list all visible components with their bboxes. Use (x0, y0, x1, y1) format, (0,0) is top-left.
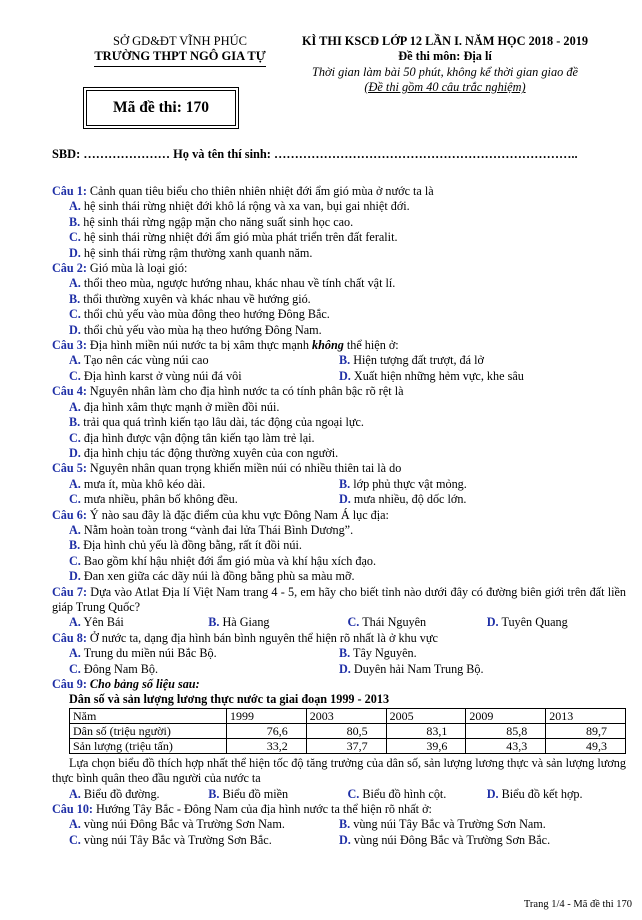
question-text: Ở nước ta, dạng địa hình bán bình nguyên thể hiện rõ nhất là ở khu vực (86, 630, 438, 645)
school-name: TRƯỜNG THPT NGÔ GIA TỰ (94, 49, 265, 66)
option-text: vùng núi Tây Bắc và Trường Sơn Bắc. (83, 832, 272, 847)
option-text: Thái Nguyên (362, 615, 427, 630)
option-c (348, 615, 487, 630)
option-b (339, 477, 626, 492)
option-text: Hiện tượng đất trượt, đá lở (353, 353, 484, 368)
option-text: Biểu đồ miền (222, 786, 289, 801)
option-a (52, 400, 626, 415)
option-letter: D. (69, 245, 81, 260)
option-letter: B. (208, 615, 220, 630)
option-b (52, 292, 626, 307)
option-a (52, 523, 626, 538)
option-text: Biểu đồ hình cột. (362, 786, 447, 801)
option-text: Địa hình karst ở vùng núi đá vôi (83, 368, 242, 383)
option-a (52, 353, 339, 368)
option-b (208, 615, 347, 630)
option-text: Đông Nam Bộ. (83, 661, 159, 676)
option-text: Nằm hoàn toàn trong “vành đai lửa Thái Bình Dương”. (83, 522, 354, 537)
question-label: Câu 3: (52, 338, 87, 353)
question-label: Câu 10: (52, 802, 93, 817)
question-text: Ý nào sau đây là đặc điểm của khu vực Đông Nam Á lục địa: (86, 507, 389, 522)
option-text: thổi theo mùa, ngược hướng nhau, khác nhau về tính chất vật lí. (83, 276, 396, 291)
table-cell: 76,6 (227, 723, 307, 738)
table-cell: Dân số (triệu người) (70, 723, 227, 738)
table-cell: Sản lượng (triệu tấn) (70, 738, 227, 753)
option-letter: C. (347, 786, 360, 801)
option-b (52, 538, 626, 553)
option-b (339, 646, 626, 661)
option-c (52, 662, 339, 677)
question-label: Câu 8: (52, 630, 87, 645)
option-letter: D. (339, 368, 351, 383)
option-letter: C. (347, 615, 360, 630)
question-label: Câu 2: (52, 261, 87, 276)
question-7 (52, 585, 626, 631)
option-letter: D. (339, 661, 351, 676)
option-a (52, 199, 626, 214)
option-a (52, 477, 339, 492)
option-b (339, 353, 626, 368)
option-text: Biểu đồ kết hợp. (501, 786, 583, 801)
question-9 (52, 677, 626, 802)
table-cell: 89,7 (546, 723, 626, 738)
option-text: vùng núi Đông Bắc và Trường Sơn Nam. (83, 817, 285, 832)
table-cell: Năm (70, 708, 227, 723)
option-text: Duyên hải Nam Trung Bộ. (353, 661, 484, 676)
option-letter: D. (339, 832, 351, 847)
option-letter: A. (69, 399, 81, 414)
question-text: Cảnh quan tiêu biểu cho thiên nhiên nhiệt đới ẩm gió mùa ở nước ta là (86, 184, 434, 198)
option-text: địa hình xâm thực mạnh ở miền đồi núi. (83, 399, 280, 414)
option-text: vùng núi Tây Bắc và Trường Sơn Nam. (353, 817, 546, 832)
table-row (70, 723, 626, 738)
option-text: Xuất hiện những hẻm vực, khe sâu (353, 368, 524, 383)
option-letter: C. (69, 553, 81, 568)
option-text: địa hình chịu tác động thường xuyên của con người. (83, 445, 339, 460)
option-letter: C. (69, 661, 81, 676)
question-stem: Lựa chọn biểu đồ thích hợp nhất thể hiện tốc độ tăng trưởng của dân số, sản lượng lương thực và sản lượng lương thực bình quân theo đầu người của nước ta (52, 755, 626, 786)
table-row (70, 738, 626, 753)
option-text: hệ sinh thái rừng ngập mặn cho năng suất sinh học cao. (83, 214, 354, 229)
option-text: Tạo nên các vùng núi cao (83, 353, 209, 368)
question-2 (52, 261, 626, 338)
question-label: Câu 1: (52, 184, 87, 198)
option-letter: D. (69, 445, 81, 460)
question-text: Hướng Tây Bắc - Đông Nam của địa hình nước ta thể hiện rõ nhất ở: (92, 802, 432, 817)
table-cell: 2005 (386, 708, 466, 723)
option-text: Hà Giang (222, 615, 270, 630)
table-cell: 80,5 (306, 723, 386, 738)
option-text: mưa nhiều, độ dốc lớn. (353, 492, 467, 507)
option-d (52, 446, 626, 461)
option-letter: C. (69, 430, 81, 445)
option-letter: D. (69, 322, 81, 337)
question-emphasis: không (311, 338, 344, 353)
option-text: trải qua quá trình kiến tạo lâu dài, tác động của ngoại lực. (83, 415, 364, 430)
option-text: mưa nhiều, phân bố không đều. (83, 492, 238, 507)
page-footer: Trang 1/4 - Mã đề thi 170 (523, 899, 632, 910)
table-cell: 43,3 (466, 738, 546, 753)
table-title: Dân số và sản lượng lương thực nước ta giai đoạn 1999 - 2013 (69, 692, 390, 707)
option-a (52, 646, 339, 661)
exam-subject: Đề thi môn: Địa lí (398, 49, 492, 64)
table-cell: 83,1 (386, 723, 466, 738)
option-c (52, 230, 626, 245)
option-text: Biểu đồ đường. (83, 786, 160, 801)
option-text: Tây Nguyên. (353, 646, 417, 661)
option-letter: B. (339, 353, 351, 368)
table-cell: 39,6 (386, 738, 466, 753)
option-letter: A. (69, 522, 81, 537)
option-letter: A. (69, 476, 81, 491)
option-letter: D. (339, 492, 351, 507)
option-text: thổi thường xuyên và khác nhau về hướng gió. (83, 291, 311, 306)
question-4 (52, 384, 626, 461)
table-header-row (70, 708, 626, 723)
option-text: Yên Bái (83, 615, 124, 630)
question-text: Cho bảng số liệu sau: (86, 677, 200, 691)
question-1 (52, 184, 626, 261)
option-text: thổi chủ yếu vào mùa hạ theo hướng Đông Nam. (83, 322, 322, 337)
exam-note: (Đề thi gồm 40 câu trắc nghiệm) (364, 80, 526, 95)
option-text: hệ sinh thái rừng nhiệt đới ẩm gió mùa phát triển trên đất feralit. (83, 230, 398, 245)
option-c (52, 554, 626, 569)
question-text-end: thể hiện ở: (343, 338, 399, 353)
question-label: Câu 5: (52, 461, 87, 476)
option-d (52, 246, 626, 261)
option-letter: C. (69, 832, 81, 847)
option-c (348, 787, 487, 802)
option-text: Tuyên Quang (501, 615, 568, 630)
question-3 (52, 338, 626, 384)
option-letter: C. (69, 230, 81, 245)
question-list (52, 184, 626, 848)
table-cell: 85,8 (466, 723, 546, 738)
table-cell: 37,7 (306, 738, 386, 753)
table-cell: 33,2 (227, 738, 307, 753)
option-letter: C. (69, 307, 81, 322)
option-a (69, 615, 208, 630)
option-d (339, 662, 626, 677)
option-letter: A. (69, 817, 81, 832)
option-letter: B. (208, 786, 220, 801)
question-text: Nguyên nhân làm cho địa hình nước ta có tính phân bậc rõ rệt là (86, 384, 404, 399)
question-5 (52, 461, 626, 507)
option-letter: B. (339, 476, 351, 491)
option-d (52, 323, 626, 338)
option-b (208, 787, 347, 802)
question-text: Địa hình miền núi nước ta bị xâm thực mạnh (86, 338, 312, 353)
department-name: SỞ GD&ĐT VĨNH PHÚC (113, 34, 247, 48)
question-6 (52, 508, 626, 585)
option-text: Địa hình chủ yếu là đồng bằng, rất ít đồi núi. (83, 538, 302, 553)
option-b (52, 215, 626, 230)
option-letter: A. (69, 199, 81, 214)
header-left (70, 34, 290, 67)
option-c (52, 833, 339, 848)
data-table (69, 708, 626, 754)
option-a (69, 787, 208, 802)
table-cell: 2013 (546, 708, 626, 723)
option-letter: B. (69, 214, 81, 229)
option-letter: B. (339, 646, 351, 661)
option-d (487, 615, 626, 630)
question-8 (52, 631, 626, 677)
question-text: Nguyên nhân quan trọng khiến miền núi có nhiều thiên tai là do (86, 461, 402, 476)
option-letter: C. (69, 492, 81, 507)
exam-code-box: Mã đề thi: 170 (86, 90, 236, 126)
option-text: mưa ít, mùa khô kéo dài. (83, 476, 206, 491)
option-letter: B. (69, 415, 81, 430)
exam-duration: Thời gian làm bài 50 phút, không kể thời gian giao đề (312, 64, 578, 79)
question-label: Câu 4: (52, 384, 87, 399)
option-c (52, 369, 339, 384)
option-letter: D. (69, 569, 81, 584)
question-label: Câu 9: (52, 677, 87, 691)
option-letter: C. (69, 368, 81, 383)
option-a (52, 817, 339, 832)
question-10 (52, 802, 626, 848)
option-b (52, 415, 626, 430)
option-c (52, 492, 339, 507)
option-letter: D. (486, 786, 499, 801)
option-letter: A. (69, 646, 81, 661)
option-b (339, 817, 626, 832)
option-letter: B. (339, 817, 351, 832)
option-c (52, 307, 626, 322)
header-right (286, 34, 604, 96)
option-letter: B. (69, 291, 81, 306)
question-text: Dựa vào Atlat Địa lí Việt Nam trang 4 - 5, em hãy cho biết tỉnh nào dưới đây có đường biên giới trên đất liền giáp Trung Quốc? (52, 584, 626, 614)
option-text: Trung du miền núi Bắc Bộ. (83, 646, 217, 661)
option-d (339, 369, 626, 384)
option-text: lớp phủ thực vật mỏng. (353, 476, 467, 491)
option-text: thổi chủ yếu vào mùa đông theo hướng Đông Bắc. (83, 307, 330, 322)
candidate-info-line: SBD: ………………… Họ và tên thí sinh: ……………………………………………………………….. (52, 147, 578, 161)
option-text: địa hình được vận động tân kiến tạo làm trẻ lại. (83, 430, 315, 445)
option-text: Bao gồm khí hậu nhiệt đới ẩm gió mùa và khí hậu xích đạo. (83, 553, 377, 568)
option-letter: D. (486, 615, 499, 630)
option-d (487, 787, 626, 802)
option-c (52, 431, 626, 446)
question-label: Câu 7: (52, 584, 88, 599)
exam-title: KÌ THI KSCĐ LỚP 12 LẦN I. NĂM HỌC 2018 - 2019 (301, 34, 589, 48)
option-d (52, 569, 626, 584)
option-a (52, 276, 626, 291)
option-letter: B. (69, 538, 81, 553)
table-cell: 49,3 (546, 738, 626, 753)
option-text: hệ sinh thái rừng rậm thường xanh quanh năm. (83, 245, 313, 260)
option-text: Đan xen giữa các dãy núi là đồng bằng phù sa màu mỡ. (83, 569, 355, 584)
table-cell: 1999 (227, 708, 307, 723)
option-letter: A. (69, 615, 81, 630)
option-d (339, 492, 626, 507)
question-label: Câu 6: (52, 507, 87, 522)
question-text: Gió mùa là loại gió: (86, 261, 188, 276)
option-text: vùng núi Đông Bắc và Trường Sơn Bắc. (353, 832, 551, 847)
option-text: hệ sinh thái rừng nhiệt đới khô lá rộng và xa van, bụi gai nhiệt đới. (83, 199, 410, 214)
option-letter: A. (69, 786, 81, 801)
table-cell: 2003 (306, 708, 386, 723)
option-letter: A. (69, 353, 81, 368)
option-d (339, 833, 626, 848)
table-cell: 2009 (466, 708, 546, 723)
option-letter: A. (69, 276, 81, 291)
